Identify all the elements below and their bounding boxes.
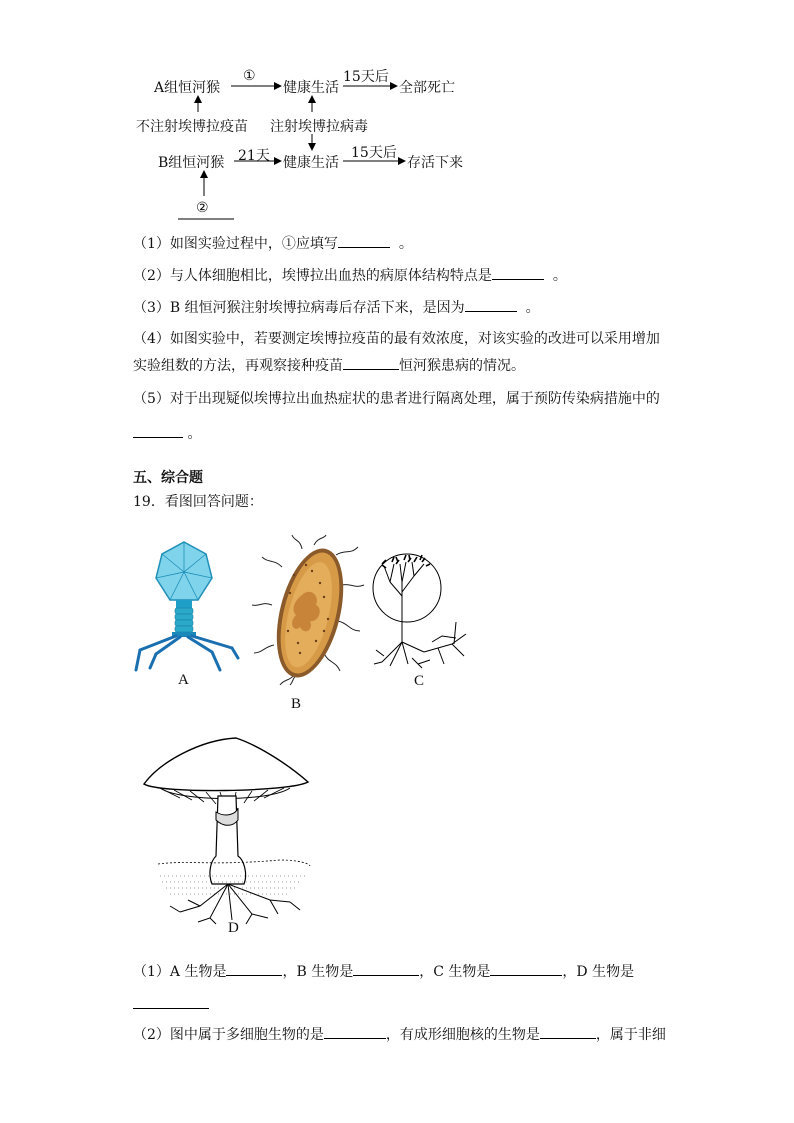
group-a-label: A组恒河猴 xyxy=(154,80,221,96)
healthy-life-a: 健康生活 xyxy=(283,80,339,96)
bacterium-figure xyxy=(254,535,366,685)
q18-part4-line1: （4）如图实验中，若要测定埃博拉疫苗的最有效浓度，对该实验的改进可以采用增加 xyxy=(133,331,660,347)
q19-part2: （2）图中属于多细胞生物的是 ，有成形细胞核的生物是 ，属于非细 xyxy=(133,1024,666,1045)
answer-blank[interactable] xyxy=(133,423,183,438)
figure-label-c: C xyxy=(414,673,425,689)
diagram-arrows xyxy=(0,0,794,240)
no-vaccine-label: 不注射埃博拉疫苗 xyxy=(136,119,248,135)
figure-label-d: D xyxy=(228,920,239,936)
answer-blank[interactable] xyxy=(540,1024,596,1039)
answer-blank[interactable] xyxy=(490,961,562,976)
q19-stem: 19．看图回答问题： xyxy=(133,494,263,510)
survived: 存活下来 xyxy=(407,155,463,171)
after15-a: 15天后 xyxy=(343,69,389,85)
answer-blank[interactable] xyxy=(338,233,390,248)
bacteriophage-figure xyxy=(132,540,242,680)
q18-part4-line2: 实验组数的方法，再观察接种疫苗 恒河猴患病的情况。 xyxy=(133,355,525,376)
group-b-label: B组恒河猴 xyxy=(158,155,225,171)
answer-blank[interactable] xyxy=(324,1024,386,1039)
q18-part3: （3）B 组恒河猴注射埃博拉病毒后存活下来，是因为 。 xyxy=(133,297,540,318)
q19-part1: （1）A 生物是 ，B 生物是 ，C 生物是 ，D 生物是 xyxy=(133,961,634,982)
all-dead: 全部死亡 xyxy=(399,80,455,96)
q18-part2: （2）与人体细胞相比，埃博拉出血热的病原体结构特点是 。 xyxy=(133,265,567,286)
answer-blank[interactable] xyxy=(353,961,419,976)
after15-b: 15天后 xyxy=(351,145,397,161)
inject-virus-label: 注射埃博拉病毒 xyxy=(270,119,368,135)
arrow1-label: ① xyxy=(243,68,256,84)
q18-part1: （1）如图实验过程中，①应填写 。 xyxy=(133,233,413,254)
mushroom-figure xyxy=(140,736,310,926)
answer-blank[interactable] xyxy=(492,265,544,280)
figure-label-a: A xyxy=(178,672,189,688)
circle2-label: ② xyxy=(196,200,209,216)
q18-part5-line2: 。 xyxy=(133,423,201,444)
q18-part5-line1: （5）对于出现疑似埃博拉出血热症状的患者进行隔离处理，属于预防传染病措施中的 xyxy=(133,391,660,407)
answer-blank[interactable] xyxy=(226,961,282,976)
healthy-life-b: 健康生活 xyxy=(283,155,339,171)
section-title: 五、综合题 xyxy=(133,470,203,486)
answer-blank[interactable] xyxy=(133,1008,209,1009)
answer-blank[interactable] xyxy=(343,355,399,370)
days21-label: 21天 xyxy=(238,148,270,164)
mold-figure xyxy=(372,552,468,672)
figure-label-b: B xyxy=(291,696,302,712)
answer-blank[interactable] xyxy=(465,297,517,312)
